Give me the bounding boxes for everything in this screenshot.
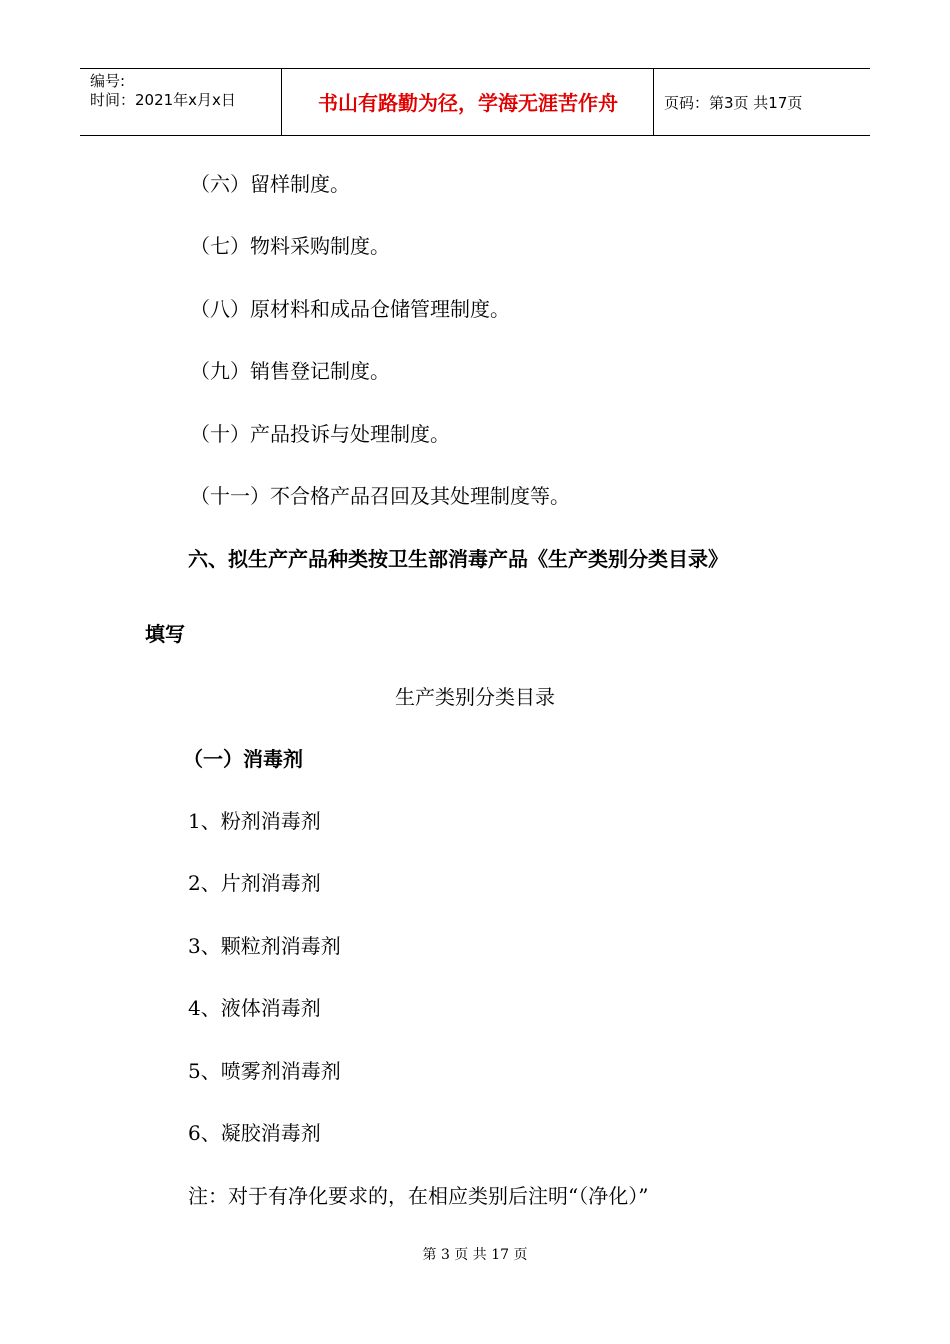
list-item: 3、颗粒剂消毒剂 <box>188 934 341 958</box>
list-item: （六）留样制度。 <box>190 172 350 196</box>
page-footer: 第 3 页 共 17 页 <box>422 1247 528 1263</box>
list-item: （十）产品投诉与处理制度。 <box>190 422 450 446</box>
list-item: 6、凝胶消毒剂 <box>188 1121 321 1145</box>
list-item: 1、粉剂消毒剂 <box>188 809 321 833</box>
header-motto: 书山有路勤为径，学海无涯苦作舟 <box>318 91 618 115</box>
header-page-cell <box>654 69 870 135</box>
header-page-code: 页码：第3页 共17页 <box>664 94 803 112</box>
subsection-heading: （一）消毒剂 <box>183 747 303 771</box>
section-heading-continuation: 填写 <box>145 622 185 646</box>
list-item: （八）原材料和成品仓储管理制度。 <box>190 297 510 321</box>
header-meta-cell <box>80 69 282 135</box>
catalog-title: 生产类别分类目录 <box>395 685 555 709</box>
page-header <box>80 68 870 136</box>
list-item: （九）销售登记制度。 <box>190 359 390 383</box>
list-item: （十一）不合格产品召回及其处理制度等。 <box>190 484 570 508</box>
document-number-label: 编号: <box>90 72 126 90</box>
list-item: 5、喷雾剂消毒剂 <box>188 1059 341 1083</box>
note-text: 注：对于有净化要求的，在相应类别后注明“（净化）” <box>188 1184 649 1208</box>
list-item: （七）物料采购制度。 <box>190 234 390 258</box>
section-heading: 六、拟生产产品种类按卫生部消毒产品《生产类别分类目录》 <box>188 547 728 571</box>
list-item: 4、液体消毒剂 <box>188 996 321 1020</box>
list-item: 2、片剂消毒剂 <box>188 871 321 895</box>
header-motto-cell <box>282 69 654 135</box>
document-date-label: 时间：2021年x月x日 <box>90 91 236 109</box>
